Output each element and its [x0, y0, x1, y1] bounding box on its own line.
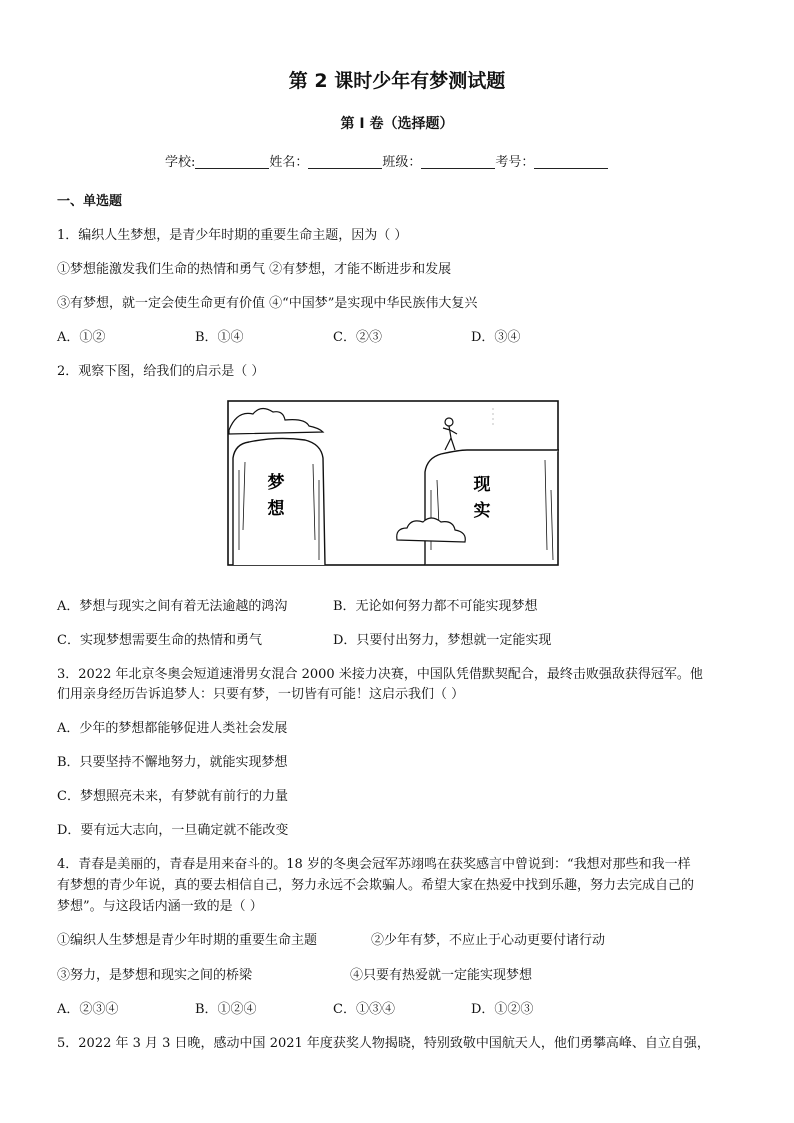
q4-option-b[interactable]: B．①②④	[195, 1002, 257, 1017]
name-label: 姓名：	[269, 155, 309, 170]
reality-label-1: 现	[473, 475, 491, 495]
q4-statement-3: ③努力，是梦想和现实之间的桥梁	[57, 968, 253, 983]
q4-statement-2: ②少年有梦，不应止于心动更要付诸行动	[371, 933, 606, 948]
reality-label-2: 实	[473, 501, 491, 521]
dream-label-2: 想	[267, 499, 285, 519]
q2-stem: 2．观察下图，给我们的启示是（ ）	[57, 364, 265, 379]
q4-statement-1: ①编织人生梦想是青少年时期的重要生命主题	[57, 933, 318, 948]
q1-option-d[interactable]: D．③④	[471, 330, 521, 345]
q2-option-b[interactable]: B．无论如何努力都不可能实现梦想	[333, 599, 538, 614]
q3-option-d[interactable]: D．要有远大志向，一旦确定就不能改变	[57, 823, 289, 838]
q4-option-d[interactable]: D．①②③	[471, 1002, 534, 1017]
q4-stem-line-2: 有梦想的青少年说，真的要去相信自己，努力永远不会欺骗人。希望大家在热爱中找到乐趣，努力去完成自己的	[57, 878, 695, 893]
exam-no-label: 考号：	[495, 155, 535, 170]
q1-statement-1: ①梦想能激发我们生命的热情和勇气 ②有梦想，才能不断进步和发展	[57, 262, 452, 277]
q5-stem-line-1: 5．2022 年 3 月 3 日晚，感动中国 2021 年度获奖人物揭晓，特别致敬中国航天人，他们勇攀高峰、自立自强，	[57, 1036, 710, 1051]
q4-statement-4: ④只要有热爱就一定能实现梦想	[350, 968, 533, 983]
q1-option-b[interactable]: B．①④	[195, 330, 244, 345]
q2-option-d[interactable]: D．只要付出努力，梦想就一定能实现	[333, 633, 552, 648]
name-field[interactable]	[308, 154, 382, 169]
school-field[interactable]	[195, 154, 269, 169]
page-subtitle: 第 I 卷（选择题）	[340, 116, 454, 132]
school-label: 学校:	[165, 155, 196, 170]
section-heading: 一、单选题	[57, 194, 123, 209]
q2-option-a[interactable]: A．梦想与现实之间有着无法逾越的鸿沟	[57, 599, 288, 614]
student-info-row	[165, 151, 608, 170]
q4-option-a[interactable]: A．②③④	[57, 1002, 119, 1017]
page-title: 第 2 课时少年有梦测试题	[288, 70, 506, 92]
q3-stem-line-1: 3．2022 年北京冬奥会短道速滑男女混合 2000 米接力决赛，中国队凭借默契配合，最终击败强敌获得冠军。他	[57, 667, 703, 682]
q3-option-a[interactable]: A．少年的梦想都能够促进人类社会发展	[57, 721, 288, 736]
class-label: 班级：	[382, 155, 422, 170]
class-field[interactable]	[421, 154, 495, 169]
q1-stem: 1．编织人生梦想，是青少年时期的重要生命主题，因为（ ）	[57, 228, 408, 243]
dream-reality-cartoon	[227, 400, 559, 566]
q1-statement-2: ③有梦想，就一定会使生命更有价值 ④“中国梦”是实现中华民族伟大复兴	[57, 296, 478, 311]
exam-no-field[interactable]	[534, 154, 608, 169]
q3-stem-line-2: 们用亲身经历告诉追梦人：只要有梦，一切皆有可能！这启示我们（ ）	[57, 687, 465, 702]
q4-stem-line-1: 4．青春是美丽的，青春是用来奋斗的。18 岁的冬奥会冠军苏翊鸣在获奖感言中曾说到：“我想对那些和我一样	[57, 857, 691, 872]
q1-option-a[interactable]: A．①②	[57, 330, 106, 345]
q3-option-b[interactable]: B．只要坚持不懈地努力，就能实现梦想	[57, 755, 288, 770]
q1-option-c[interactable]: C．②③	[333, 330, 382, 345]
q4-stem-line-3: 梦想”。与这段话内涵一致的是（ ）	[57, 899, 263, 914]
q4-option-c[interactable]: C．①③④	[333, 1002, 395, 1017]
dream-label-1: 梦	[267, 473, 285, 493]
q3-option-c[interactable]: C．梦想照亮未来，有梦就有前行的力量	[57, 789, 288, 804]
q2-option-c[interactable]: C．实现梦想需要生命的热情和勇气	[57, 633, 262, 648]
